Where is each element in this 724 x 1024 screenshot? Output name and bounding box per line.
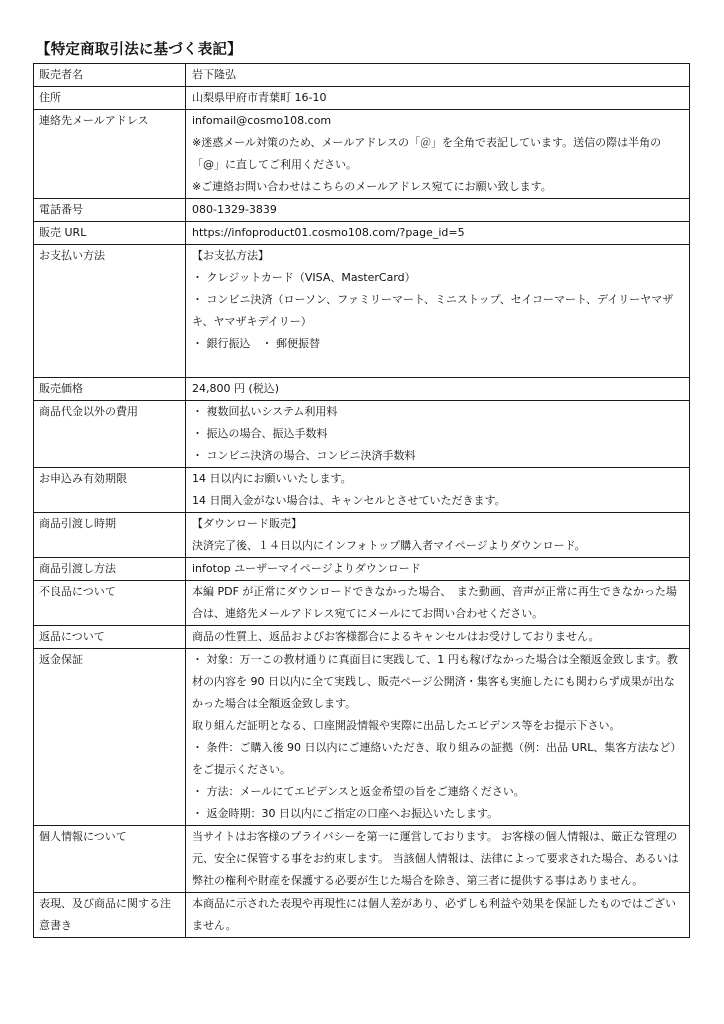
value-line: 本編 PDF が正常にダウンロードできなかった場合、 また動画、音声が正常に再生できなかった場合は、連絡先メールアドレス宛てにメールにてお問い合わせください。 bbox=[192, 585, 677, 620]
row-label: 不良品について bbox=[34, 581, 186, 626]
value-line: ・ クレジットカード（VISA、MasterCard） bbox=[192, 271, 416, 284]
value-line: ・ 条件：ご購入後 90 日以内にご連絡いただき、取り組みの証拠（例：出品 URL、集客方法など）をご提示ください。 bbox=[192, 741, 682, 776]
table-row bbox=[34, 468, 690, 513]
table-row bbox=[34, 558, 690, 581]
value-line: 商品の性質上、返品およびお客様都合によるキャンセルはお受けしておりません。 bbox=[192, 630, 600, 643]
row-value bbox=[186, 378, 690, 401]
table-row bbox=[34, 245, 690, 378]
row-value bbox=[186, 199, 690, 222]
row-value bbox=[186, 64, 690, 87]
value-line: ・ 返金時期：30 日以内にご指定の口座へお振込いたします。 bbox=[192, 807, 499, 820]
value-line: ※ご連絡お問い合わせはこちらのメールアドレス宛てにお願い致します。 bbox=[192, 180, 552, 193]
table-row bbox=[34, 581, 690, 626]
value-line: ・ 対象：万一この教材通りに真面目に実践して、1 円も稼げなかった場合は全額返金致します。教材の内容を 90 日以内に全て実践し、販売ページ公開済・集客も実施したにも関わらず成果が出なかった場合は全額返金致します。 bbox=[192, 653, 678, 710]
row-label: 商品引渡し方法 bbox=[34, 558, 186, 581]
row-label: 連絡先メールアドレス bbox=[34, 110, 186, 199]
table-row bbox=[34, 110, 690, 199]
row-value bbox=[186, 468, 690, 513]
value-line: 【お支払方法】 bbox=[192, 249, 269, 262]
value-line: ・ 振込の場合、振込手数料 bbox=[192, 427, 328, 440]
value-line: ・ 複数回払いシステム利用料 bbox=[192, 405, 338, 418]
row-value bbox=[186, 581, 690, 626]
table-row bbox=[34, 893, 690, 938]
page-title: 【特定商取引法に基づく表記】 bbox=[36, 42, 242, 58]
value-line: ※迷惑メール対策のため、メールアドレスの「＠」を全角で表記しています。送信の際は半角の「@」に直してご利用ください。 bbox=[192, 136, 662, 171]
table-row bbox=[34, 649, 690, 826]
row-label: 販売者名 bbox=[34, 64, 186, 87]
row-value bbox=[186, 826, 690, 893]
table-row bbox=[34, 222, 690, 245]
row-value bbox=[186, 401, 690, 468]
value-line: infomail@cosmo108.com bbox=[192, 114, 332, 127]
row-label: 販売価格 bbox=[34, 378, 186, 401]
row-value bbox=[186, 558, 690, 581]
row-label: お申込み有効期限 bbox=[34, 468, 186, 513]
row-label: 返品について bbox=[34, 626, 186, 649]
table-row bbox=[34, 64, 690, 87]
table-row bbox=[34, 199, 690, 222]
table-row bbox=[34, 826, 690, 893]
value-line: 山梨県甲府市青葉町 16-10 bbox=[192, 91, 327, 104]
row-label: 商品代金以外の費用 bbox=[34, 401, 186, 468]
value-line: 【ダウンロード販売】 bbox=[192, 517, 302, 530]
value-line: 岩下隆弘 bbox=[192, 68, 236, 81]
value-line: ・ 方法：メールにてエビデンスと返金希望の旨をご連絡ください。 bbox=[192, 785, 525, 798]
row-value bbox=[186, 245, 690, 378]
table-row bbox=[34, 87, 690, 110]
row-label: 個人情報について bbox=[34, 826, 186, 893]
row-label: 商品引渡し時期 bbox=[34, 513, 186, 558]
row-label: 返金保証 bbox=[34, 649, 186, 826]
value-line: infotop ユーザーマイページよりダウンロード bbox=[192, 562, 421, 575]
disclosure-table bbox=[33, 63, 690, 938]
row-label: お支払い方法 bbox=[34, 245, 186, 378]
table-row bbox=[34, 626, 690, 649]
value-line: https://infoproduct01.cosmo108.com/?page_id=5 bbox=[192, 226, 465, 239]
row-value bbox=[186, 110, 690, 199]
value-line: 本商品に示された表現や再現性には個人差があり、必ずしも利益や効果を保証したものではございません。 bbox=[192, 897, 676, 932]
row-label: 販売 URL bbox=[34, 222, 186, 245]
row-value bbox=[186, 87, 690, 110]
row-value bbox=[186, 893, 690, 938]
blank-spacer bbox=[192, 355, 683, 377]
value-line: 決済完了後、１４日以内にインフォトップ購入者マイページよりダウンロード。 bbox=[192, 539, 586, 552]
row-value bbox=[186, 649, 690, 826]
row-label: 表現、及び商品に関する注意書き bbox=[34, 893, 186, 938]
row-value bbox=[186, 222, 690, 245]
value-line: 14 日間入金がない場合は、キャンセルとさせていただきます。 bbox=[192, 494, 506, 507]
value-line: ・ コンビニ決済の場合、コンビニ決済手数料 bbox=[192, 449, 416, 462]
value-line: 24,800 円 (税込) bbox=[192, 382, 280, 395]
table-row bbox=[34, 401, 690, 468]
value-line: 取り組んだ証明となる、口座開設情報や実際に出品したエビデンス等をお提示下さい。 bbox=[192, 719, 621, 732]
value-line: 080-1329-3839 bbox=[192, 203, 277, 216]
row-value bbox=[186, 513, 690, 558]
value-line: 当サイトはお客様のプライバシーを第一に運営しております。 お客様の個人情報は、厳正な管理の元、安全に保管する事をお約束します。 当該個人情報は、法律によって要求された場合、あるいは弊社の権利や財産を保護する必要が生じた場合を除き、第三者に提供する事はありません。 bbox=[192, 830, 679, 887]
value-line: 14 日以内にお願いいたします。 bbox=[192, 472, 352, 485]
disclosure-table-body bbox=[34, 64, 690, 938]
row-label: 住所 bbox=[34, 87, 186, 110]
value-line: ・ 銀行振込 ・ 郵便振替 bbox=[192, 337, 320, 350]
row-label: 電話番号 bbox=[34, 199, 186, 222]
table-row bbox=[34, 378, 690, 401]
value-line: ・ コンビニ決済（ローソン、ファミリーマート、ミニストップ、セイコーマート、デイリーヤマザキ、ヤマザキデイリー） bbox=[192, 293, 674, 328]
row-value bbox=[186, 626, 690, 649]
table-row bbox=[34, 513, 690, 558]
